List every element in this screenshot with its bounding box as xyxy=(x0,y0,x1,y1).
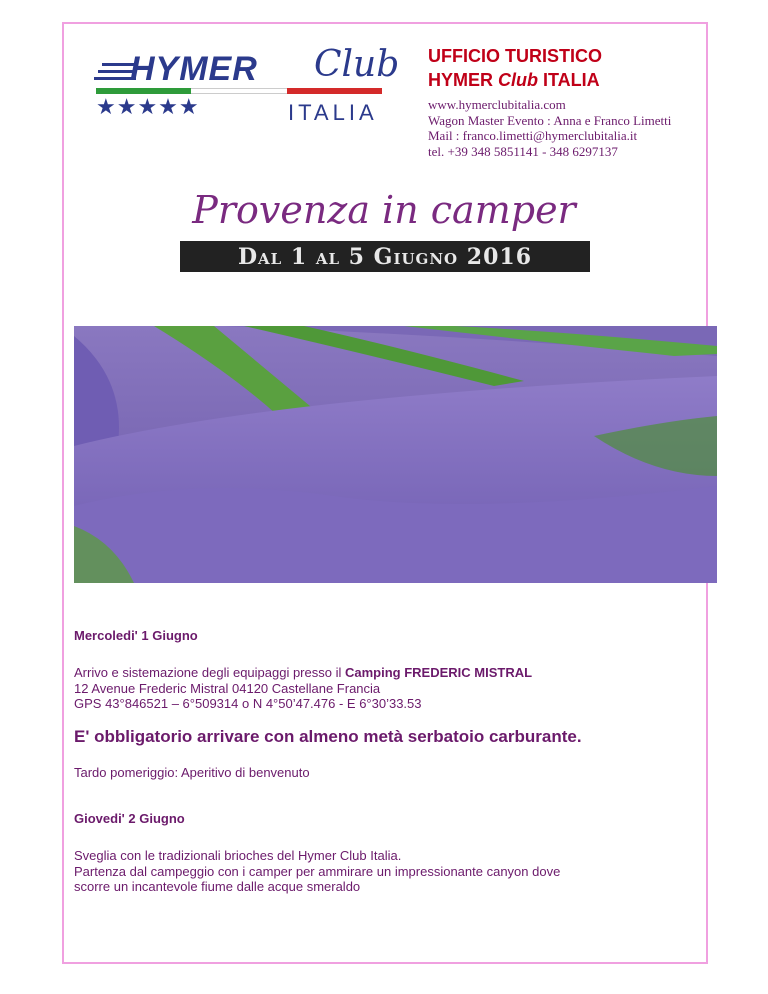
stars-icon: ★★★★★ xyxy=(96,94,200,119)
dates-text: Dal 1 al 5 Giugno 2016 xyxy=(237,244,533,270)
mail-text[interactable]: Mail : franco.limetti@hymerclubitalia.it xyxy=(428,128,638,143)
office-line2: HYMER Club ITALIA xyxy=(428,70,600,90)
day1-line1: Arrivo e sistemazione degli equipaggi presso il Camping FREDERIC MISTRAL xyxy=(74,665,533,680)
day1-address: 12 Avenue Frederic Mistral 04120 Castellane Francia xyxy=(74,680,381,696)
day2-line1: Sveglia con le tradizionali brioches del Hymer Club Italia. xyxy=(74,848,402,863)
day2-details xyxy=(74,848,702,895)
day1-details xyxy=(74,665,532,712)
contact-block xyxy=(428,97,671,159)
logo-brand: HYMER xyxy=(130,50,258,88)
day2-heading: Giovedi' 2 Giugno xyxy=(74,811,185,826)
hymer-club-logo xyxy=(92,44,400,130)
website-link[interactable]: www.hymerclubitalia.com xyxy=(428,97,566,112)
day1-heading: Mercoledi' 1 Giugno xyxy=(74,628,198,643)
page-title: Provenza in camper xyxy=(192,188,576,232)
day2-line3: scorre un incantevole fiume dalle acque smeraldo xyxy=(74,879,361,894)
day1-gps: GPS 43°846521 – 6°509314 o N 4°50’47.476 - E 6°30’33.53 xyxy=(74,696,422,711)
fuel-warning: E' obbligatorio arrivare con almeno metà serbatoio carburante. xyxy=(74,727,582,746)
lavender-field-photo xyxy=(74,326,717,583)
camping-name: Camping FREDERIC MISTRAL xyxy=(344,665,533,680)
logo-country: ITALIA xyxy=(288,100,378,125)
office-heading xyxy=(428,44,602,92)
dates-banner xyxy=(180,241,590,272)
day1-evening: Tardo pomeriggio: Aperitivo di benvenuto xyxy=(74,765,310,780)
logo-club: Club xyxy=(314,44,400,85)
office-line1: UFFICIO TURISTICO xyxy=(428,46,602,66)
wagon-master-text: Wagon Master Evento : Anna e Franco Limetti xyxy=(428,112,672,128)
tel-text: tel. +39 348 5851141 - 348 6297137 xyxy=(428,143,618,159)
day2-line2: Partenza dal campeggio con i camper per ammirare un impressionante canyon dove xyxy=(74,863,561,879)
